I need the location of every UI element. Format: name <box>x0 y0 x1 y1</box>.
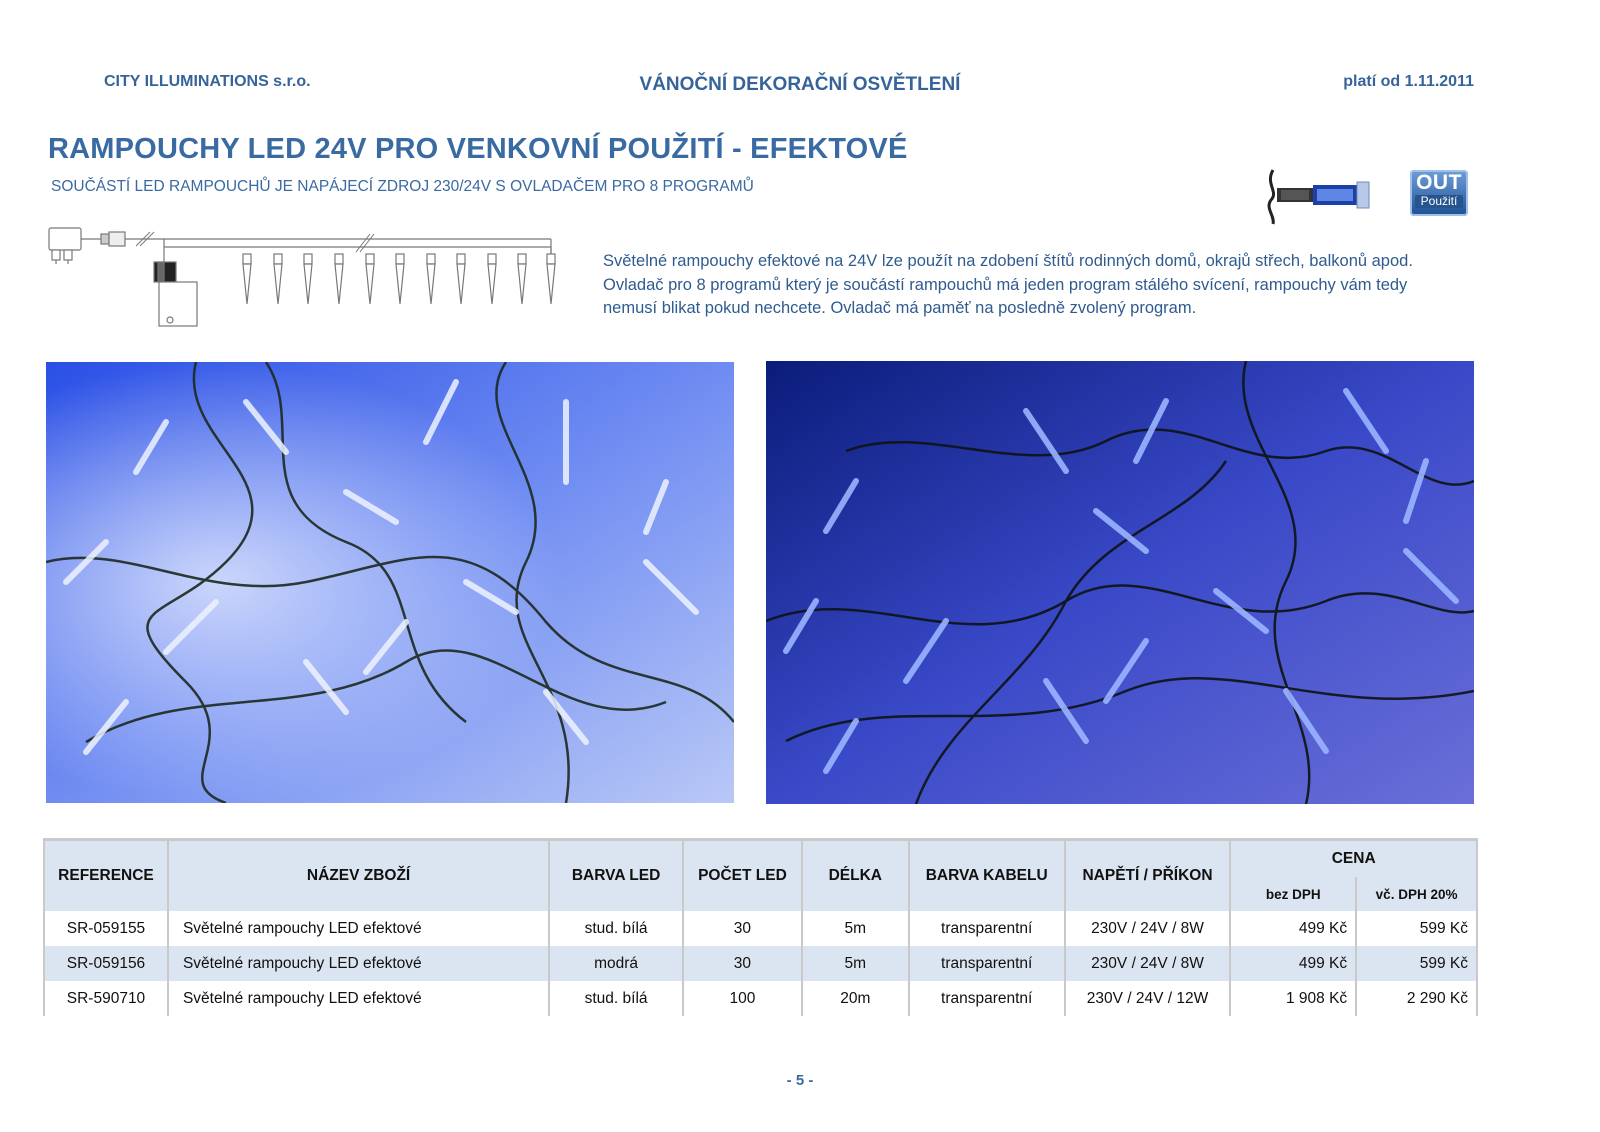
cell-price-ex-vat: 499 Kč <box>1230 946 1356 981</box>
icicle-icons <box>243 254 555 304</box>
header-cable-color: BARVA KABELU <box>909 840 1065 912</box>
icicle-icon <box>396 254 404 304</box>
header-reference: REFERENCE <box>44 840 168 912</box>
header-voltage: NAPĚTÍ / PŘÍKON <box>1065 840 1231 912</box>
product-title: RAMPOUCHY LED 24V PRO VENKOVNÍ POUŽITÍ - EFEKTOVÉ <box>48 133 908 165</box>
cell-length: 20m <box>802 981 909 1016</box>
cable-connector-icon <box>1267 166 1377 226</box>
cell-voltage: 230V / 24V / 8W <box>1065 946 1231 981</box>
cell-reference: SR-059156 <box>44 946 168 981</box>
cell-name: Světelné rampouchy LED efektové <box>168 981 549 1016</box>
document-title: VÁNOČNÍ DEKORAČNÍ OSVĚTLENÍ <box>639 74 961 95</box>
icicle-icon <box>243 254 251 304</box>
product-photo-white <box>46 362 734 803</box>
cell-name: Světelné rampouchy LED efektové <box>168 911 549 946</box>
cell-led-color: stud. bílá <box>549 911 683 946</box>
icicle-icon <box>304 254 312 304</box>
cell-price-ex-vat: 499 Kč <box>1230 911 1356 946</box>
table-row <box>44 946 1477 981</box>
cell-price-ex-vat: 1 908 Kč <box>1230 981 1356 1016</box>
table-row <box>44 911 1477 946</box>
cell-led-count: 30 <box>683 911 802 946</box>
cell-led-color: stud. bílá <box>549 981 683 1016</box>
use-badge-label: Použití <box>1415 195 1463 208</box>
icicle-icon <box>274 254 282 304</box>
cell-cable-color: transparentní <box>909 981 1065 1016</box>
icicle-icon <box>366 254 374 304</box>
cell-price-inc-vat: 599 Kč <box>1356 946 1477 981</box>
cell-led-color: modrá <box>549 946 683 981</box>
cell-voltage: 230V / 24V / 8W <box>1065 911 1231 946</box>
outdoor-use-icon <box>1410 170 1468 216</box>
icicle-icon <box>488 254 496 304</box>
cell-reference: SR-590710 <box>44 981 168 1016</box>
header-led-color: BARVA LED <box>549 840 683 912</box>
icicle-icon <box>335 254 343 304</box>
cell-name: Světelné rampouchy LED efektové <box>168 946 549 981</box>
page-number: - 5 - <box>786 1072 814 1089</box>
out-badge-label: OUT <box>1416 171 1462 194</box>
cell-length: 5m <box>802 911 909 946</box>
cell-voltage: 230V / 24V / 12W <box>1065 981 1231 1016</box>
valid-from-date: platí od 1.11.2011 <box>1343 73 1474 90</box>
icicle-icon <box>427 254 435 304</box>
icicle-icon <box>518 254 526 304</box>
cell-price-inc-vat: 599 Kč <box>1356 911 1477 946</box>
icicle-icon <box>457 254 465 304</box>
power-adapter-icon <box>49 228 81 250</box>
cell-led-count: 100 <box>683 981 802 1016</box>
header-price: CENA <box>1230 840 1477 878</box>
cell-length: 5m <box>802 946 909 981</box>
cell-reference: SR-059155 <box>44 911 168 946</box>
header-length: DÉLKA <box>802 840 909 912</box>
cell-cable-color: transparentní <box>909 946 1065 981</box>
table-row <box>44 981 1477 1016</box>
cell-price-inc-vat: 2 290 Kč <box>1356 981 1477 1016</box>
cell-cable-color: transparentní <box>909 911 1065 946</box>
header-name: NÁZEV ZBOŽÍ <box>168 840 549 912</box>
cell-led-count: 30 <box>683 946 802 981</box>
product-photo-blue <box>766 361 1474 804</box>
icicle-icon <box>547 254 555 304</box>
icicle-diagram <box>46 222 576 340</box>
header-price-ex-vat: bez DPH <box>1230 877 1356 911</box>
product-description: Světelné rampouchy efektové na 24V lze použít na zdobení štítů rodinných domů, okrajů střech, balkonů apod. Ovladač pro 8 programů který je součástí rampouchů má jeden program stálého svícení, rampouchy vám tedy nemusí blikat pokud nechcete. Ovladač má paměť na posledně zvolený program. <box>603 252 1413 317</box>
product-subtitle: SOUČÁSTÍ LED RAMPOUCHŮ JE NAPÁJECÍ ZDROJ 230/24V S OVLADAČEM PRO 8 PROGRAMŮ <box>51 178 754 195</box>
header-led-count: POČET LED <box>683 840 802 912</box>
company-name: CITY ILLUMINATIONS s.r.o. <box>104 73 311 90</box>
product-spec-table <box>43 838 1478 1016</box>
header-price-inc-vat: vč. DPH 20% <box>1356 877 1477 911</box>
